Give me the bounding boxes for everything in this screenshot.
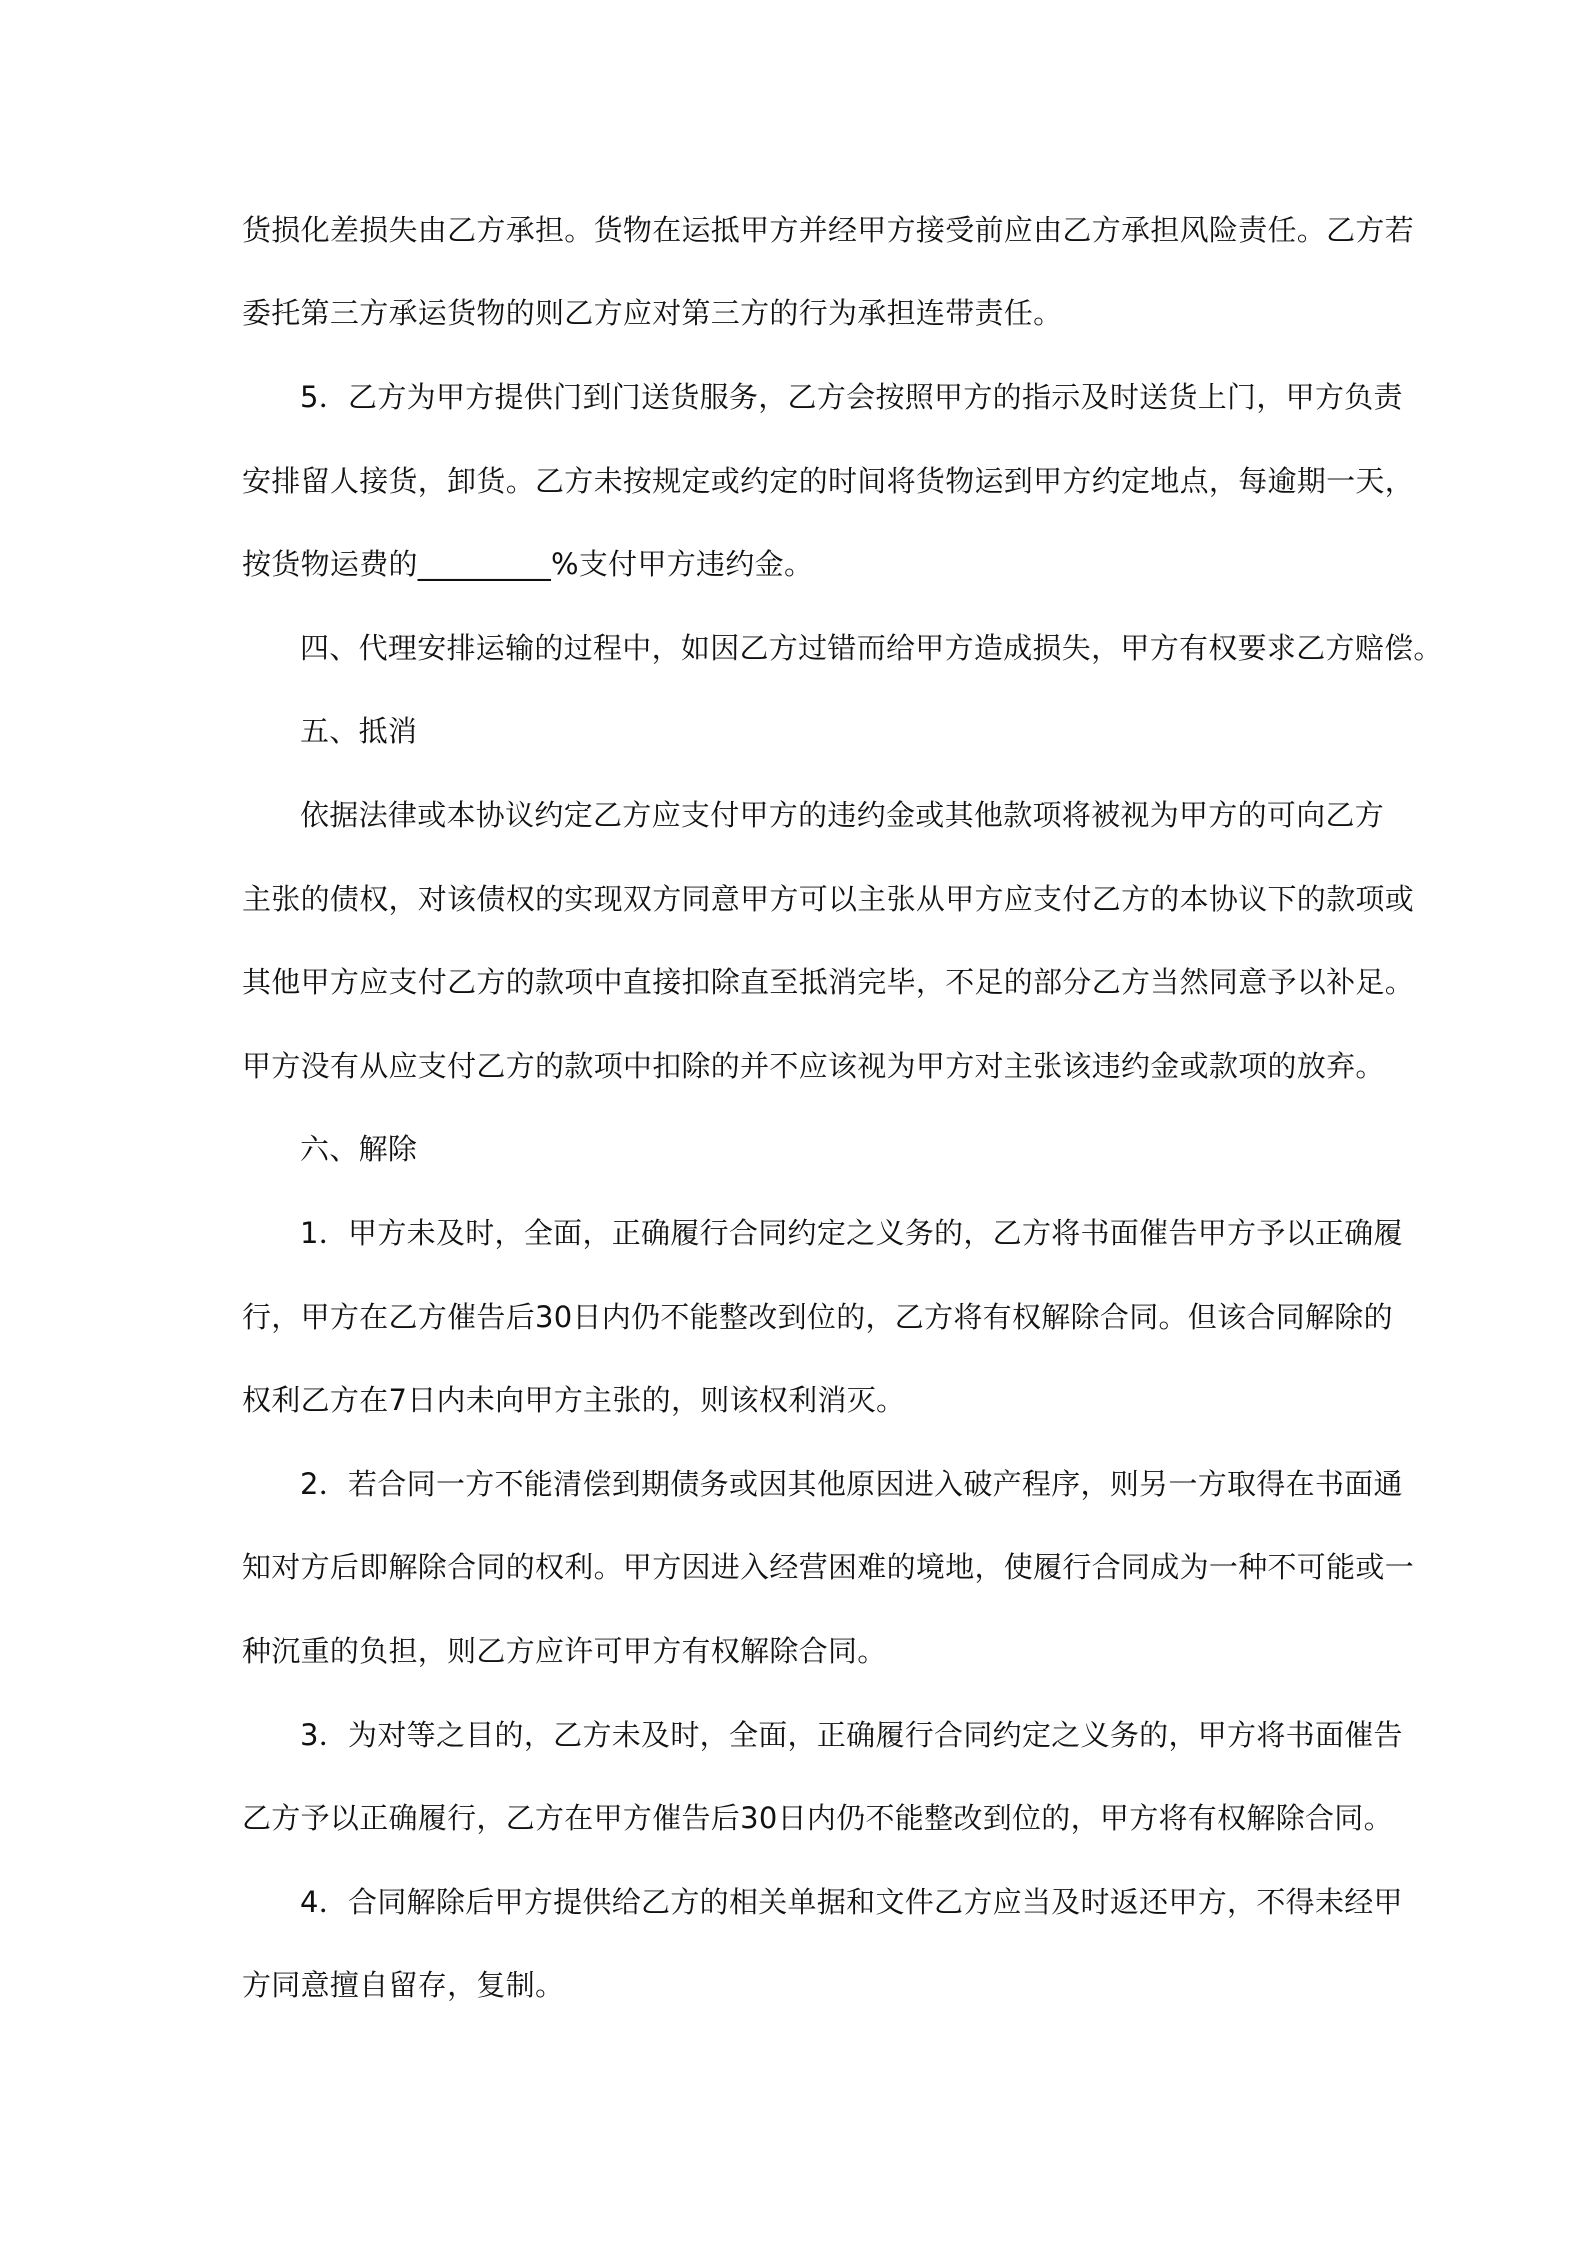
section-heading: 五、抵消 [300,714,418,748]
text-line: 知对方后即解除合同的权利。甲方因进入经营困难的境地，使履行合同成为一种不可能或一 [242,1550,1415,1584]
text-line: 乙方予以正确履行，乙方在甲方催告后30日内仍不能整改到位的，甲方将有权解除合同。 [242,1801,1393,1835]
text-line: 种沉重的负担，则乙方应许可甲方有权解除合同。 [242,1634,887,1668]
text-line: 3．为对等之目的，乙方未及时，全面，正确履行合同约定之义务的，甲方将书面催告 [300,1718,1403,1752]
text-line: 货损化差损失由乙方承担。货物在运抵甲方并经甲方接受前应由乙方承担风险责任。乙方若 [242,213,1415,247]
text-line: 依据法律或本协议约定乙方应支付甲方的违约金或其他款项将被视为甲方的可向乙方 [300,798,1385,832]
text-line: 主张的债权，对该债权的实现双方同意甲方可以主张从甲方应支付乙方的本协议下的款项或 [242,882,1415,916]
text-line: 方同意擅自留存，复制。 [242,1968,565,2002]
text-line: 甲方没有从应支付乙方的款项中扣除的并不应该视为甲方对主张该违约金或款项的放弃。 [242,1049,1385,1083]
text-line: 委托第三方承运货物的则乙方应对第三方的行为承担连带责任。 [242,296,1063,330]
text-line: 其他甲方应支付乙方的款项中直接扣除直至抵消完毕，不足的部分乙方当然同意予以补足。 [242,965,1415,999]
text-line: 四、代理安排运输的过程中，如因乙方过错而给甲方造成损失，甲方有权要求乙方赔偿。 [300,631,1443,665]
text-line: 1．甲方未及时，全面，正确履行合同约定之义务的，乙方将书面催告甲方予以正确履 [300,1216,1403,1250]
text-line: 权利乙方在7日内未向甲方主张的，则该权利消灭。 [242,1383,906,1417]
text-line: 4．合同解除后甲方提供给乙方的相关单据和文件乙方应当及时返还甲方，不得未经甲 [300,1885,1403,1919]
text-line: 行，甲方在乙方催告后30日内仍不能整改到位的，乙方将有权解除合同。但该合同解除的 [242,1300,1393,1334]
text-line: 2．若合同一方不能清偿到期债务或因其他原因进入破产程序，则另一方取得在书面通 [300,1467,1403,1501]
section-heading: 六、解除 [300,1132,418,1166]
text-line: 5．乙方为甲方提供门到门送货服务，乙方会按照甲方的指示及时送货上门，甲方负责 [300,380,1403,414]
text-line: 安排留人接货，卸货。乙方未按规定或约定的时间将货物运到甲方约定地点，每逾期一天， [242,464,1415,498]
text-line: 按货物运费的_________%支付甲方违约金。 [242,547,814,581]
